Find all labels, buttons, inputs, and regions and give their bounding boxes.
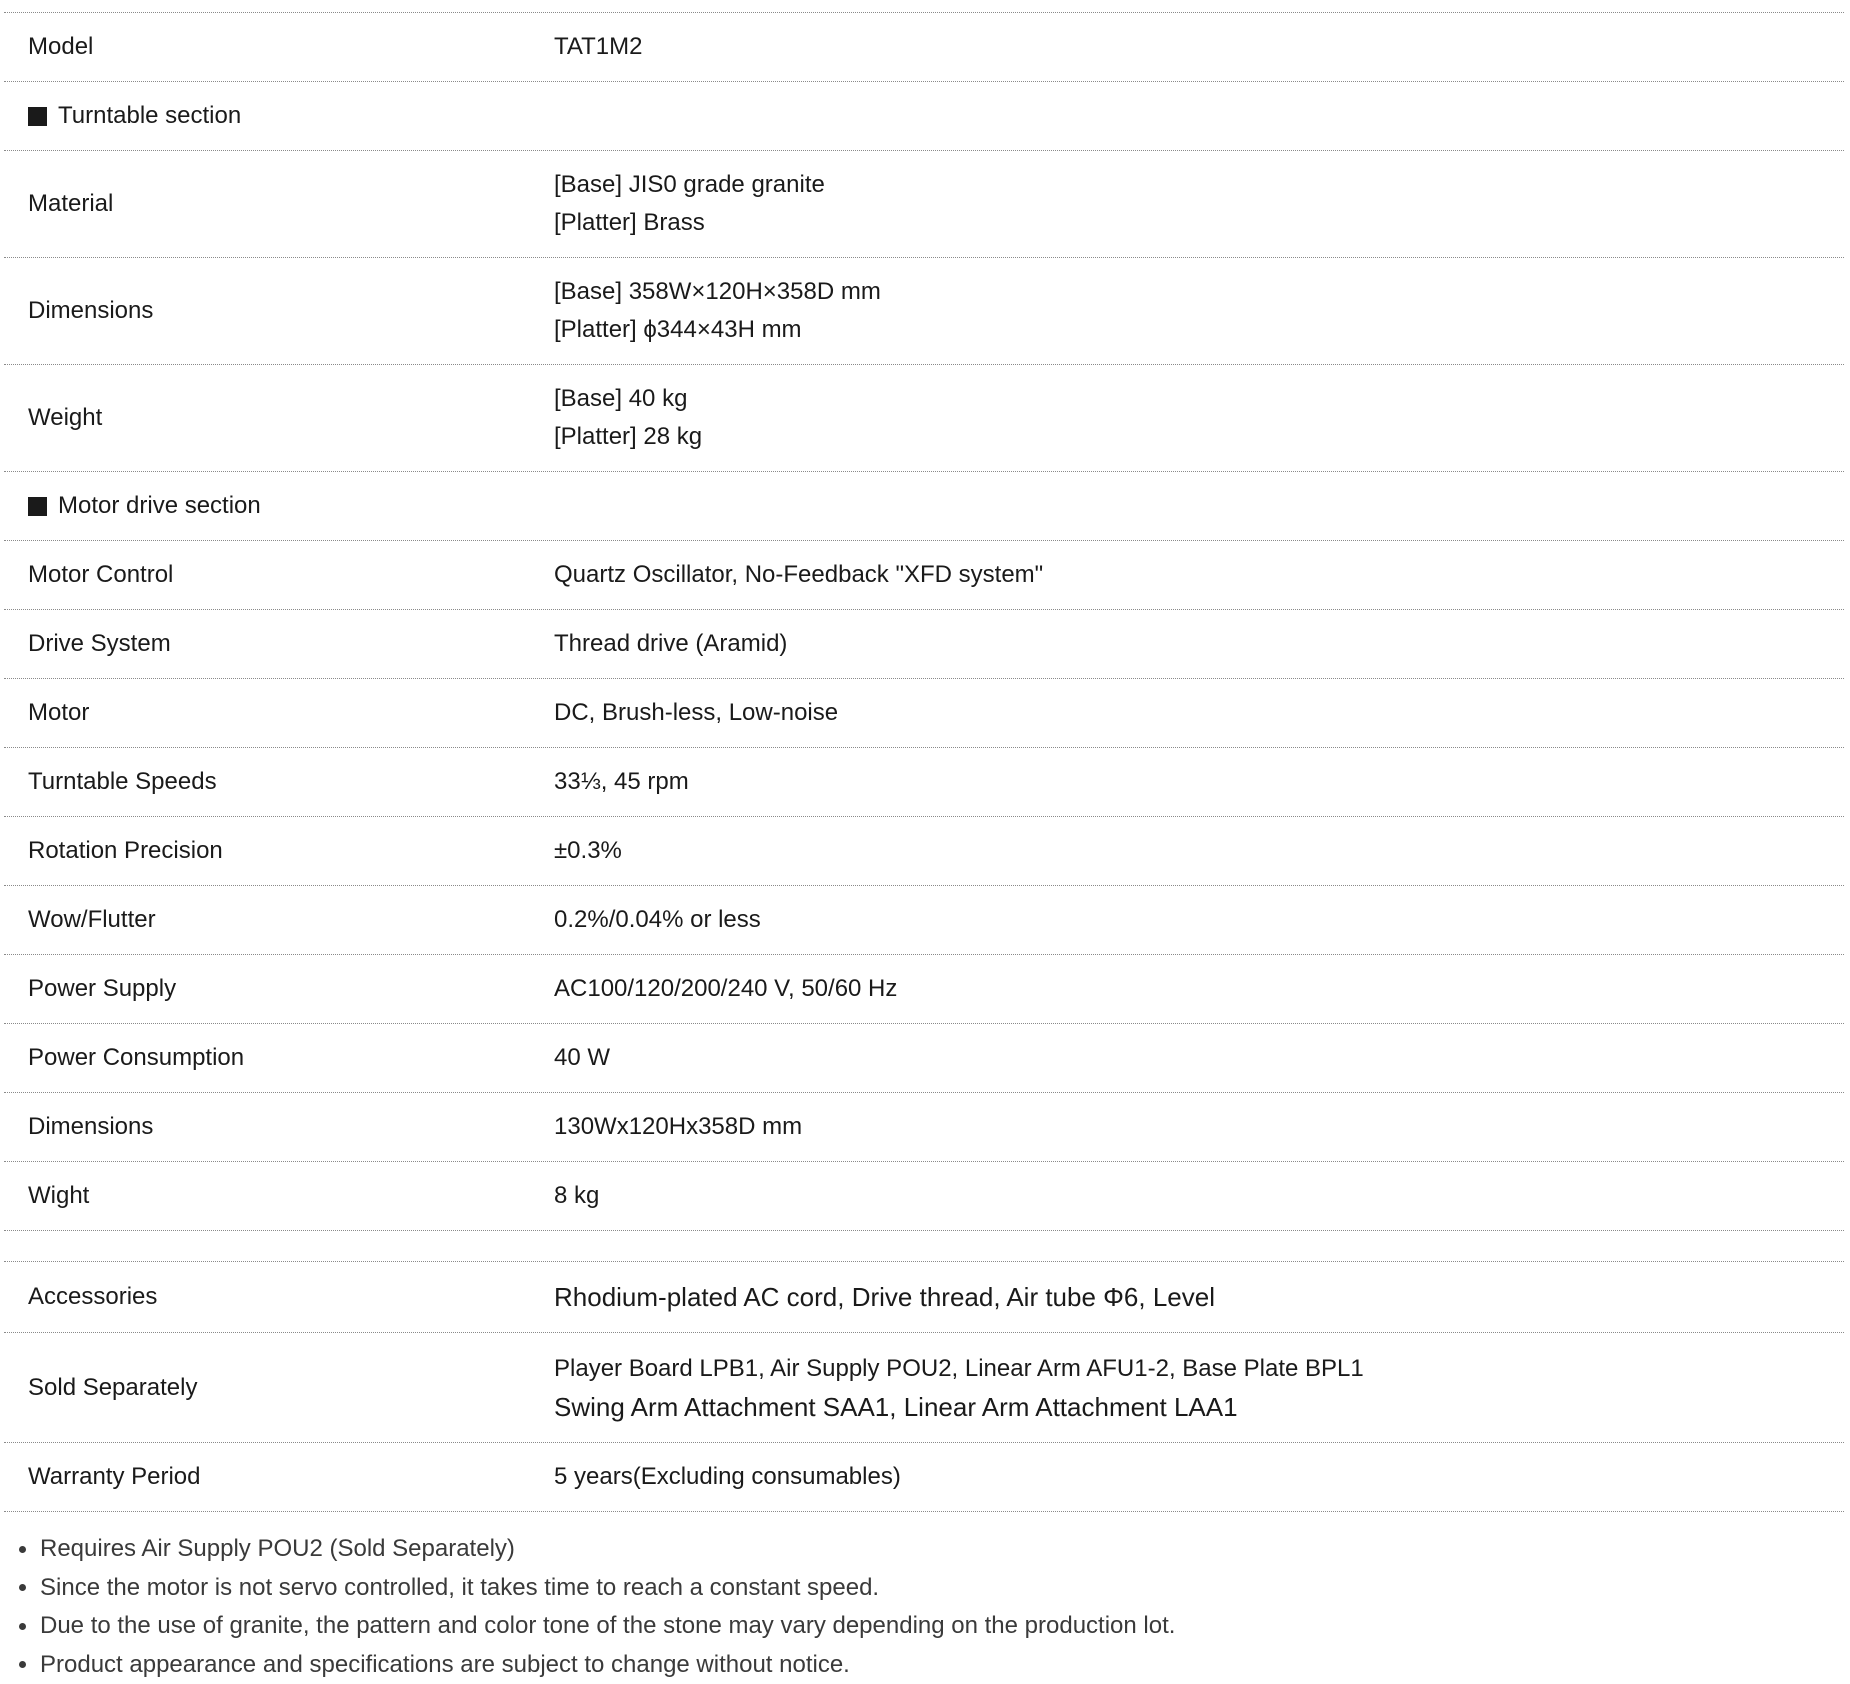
section-title-text: Motor drive section	[58, 487, 261, 525]
spec-value: 33⅓, 45 rpm	[554, 763, 1844, 801]
spec-row-material	[4, 151, 1844, 258]
section-title-text: Turntable section	[58, 97, 241, 135]
spec-label: Motor Control	[4, 556, 554, 594]
spec-value-line: [Base] 358W×120H×358D mm	[554, 273, 1844, 311]
spec-label: Motor	[4, 694, 554, 732]
bullet-icon	[19, 1623, 26, 1630]
spec-value-line: [Base] 40 kg	[554, 380, 1844, 418]
spec-row-weight-motor	[4, 1162, 1844, 1231]
spec-value: 0.2%/0.04% or less	[554, 901, 1844, 939]
spec-value: Rhodium-plated AC cord, Drive thread, Air tube Φ6, Level	[554, 1278, 1844, 1316]
spec-label: Turntable Speeds	[4, 763, 554, 801]
spec-row-wow-flutter	[4, 886, 1844, 955]
spec-row-accessories	[4, 1262, 1844, 1333]
spec-value: 130Wx120Hx358D mm	[554, 1108, 1844, 1146]
spec-label: Power Consumption	[4, 1039, 554, 1077]
spec-row-warranty	[4, 1443, 1844, 1512]
spec-row-power-consumption	[4, 1024, 1844, 1093]
bullet-icon	[19, 1584, 26, 1591]
spec-label: Drive System	[4, 625, 554, 663]
spec-label: Rotation Precision	[4, 832, 554, 870]
spec-label: Wow/Flutter	[4, 901, 554, 939]
spec-value: DC, Brush-less, Low-noise	[554, 694, 1844, 732]
bullet-icon	[19, 1661, 26, 1668]
spec-label: Dimensions	[4, 292, 554, 330]
section-title	[4, 97, 241, 135]
spec-value: 5 years(Excluding consumables)	[554, 1458, 1844, 1496]
spec-label: Warranty Period	[4, 1458, 554, 1496]
spacer-row	[4, 1231, 1844, 1262]
spec-label: Material	[4, 185, 554, 223]
note-item	[0, 1646, 1840, 1684]
spec-row-drive-system	[4, 610, 1844, 679]
spec-label: Model	[4, 28, 554, 66]
square-bullet-icon	[28, 497, 47, 516]
spec-row-speeds	[4, 748, 1844, 817]
section-header-motor	[4, 472, 1844, 541]
spec-label: Wight	[4, 1177, 554, 1215]
spec-value	[554, 380, 1844, 456]
spec-value-line: [Base] JIS0 grade granite	[554, 166, 1844, 204]
spec-row-model	[4, 13, 1844, 82]
spec-value: 40 W	[554, 1039, 1844, 1077]
section-header-turntable	[4, 82, 1844, 151]
note-item	[0, 1607, 1840, 1646]
note-item	[0, 1530, 1840, 1569]
spec-label: Weight	[4, 399, 554, 437]
spec-label: Dimensions	[4, 1108, 554, 1146]
note-text: Since the motor is not servo controlled, it takes time to reach a constant speed.	[40, 1574, 879, 1602]
spec-label: Sold Separately	[4, 1369, 554, 1407]
spec-row-dimensions-turntable	[4, 258, 1844, 365]
note-text: Due to the use of granite, the pattern and color tone of the stone may vary depending on the production lot.	[40, 1612, 1175, 1640]
spec-value: Quartz Oscillator, No-Feedback "XFD system"	[554, 556, 1844, 594]
spec-row-dimensions-motor	[4, 1093, 1844, 1162]
notes-list	[0, 1530, 1840, 1684]
spec-value: 8 kg	[554, 1177, 1844, 1215]
note-item	[0, 1569, 1840, 1608]
spec-value-line: [Platter] Brass	[554, 204, 1844, 242]
spec-row-sold-separately	[4, 1333, 1844, 1443]
spec-row-motor-control	[4, 541, 1844, 610]
spec-row-motor	[4, 679, 1844, 748]
spec-row-rotation-precision	[4, 817, 1844, 886]
spec-row-weight-turntable	[4, 365, 1844, 472]
note-text: Product appearance and specifications are subject to change without notice.	[40, 1651, 850, 1679]
note-text: Requires Air Supply POU2 (Sold Separately)	[40, 1535, 515, 1563]
spec-value-line: Player Board LPB1, Air Supply POU2, Linear Arm AFU1-2, Base Plate BPL1	[554, 1350, 1844, 1388]
spec-value: Thread drive (Aramid)	[554, 625, 1844, 663]
spec-label: Accessories	[4, 1278, 554, 1316]
bullet-icon	[19, 1546, 26, 1553]
square-bullet-icon	[28, 107, 47, 126]
spec-row-power-supply	[4, 955, 1844, 1024]
spec-table	[4, 12, 1844, 1512]
spec-value: ±0.3%	[554, 832, 1844, 870]
section-title	[4, 487, 261, 525]
spec-value: TAT1M2	[554, 28, 1844, 66]
spec-value: AC100/120/200/240 V, 50/60 Hz	[554, 970, 1844, 1008]
spec-value-line: [Platter] 28 kg	[554, 418, 1844, 456]
spec-value-line: [Platter] ϕ344×43H mm	[554, 311, 1844, 349]
spec-value-line: Swing Arm Attachment SAA1, Linear Arm Attachment LAA1	[554, 1388, 1844, 1426]
spec-label: Power Supply	[4, 970, 554, 1008]
spec-value	[554, 273, 1844, 349]
spec-value	[554, 166, 1844, 242]
spec-value	[554, 1350, 1844, 1426]
